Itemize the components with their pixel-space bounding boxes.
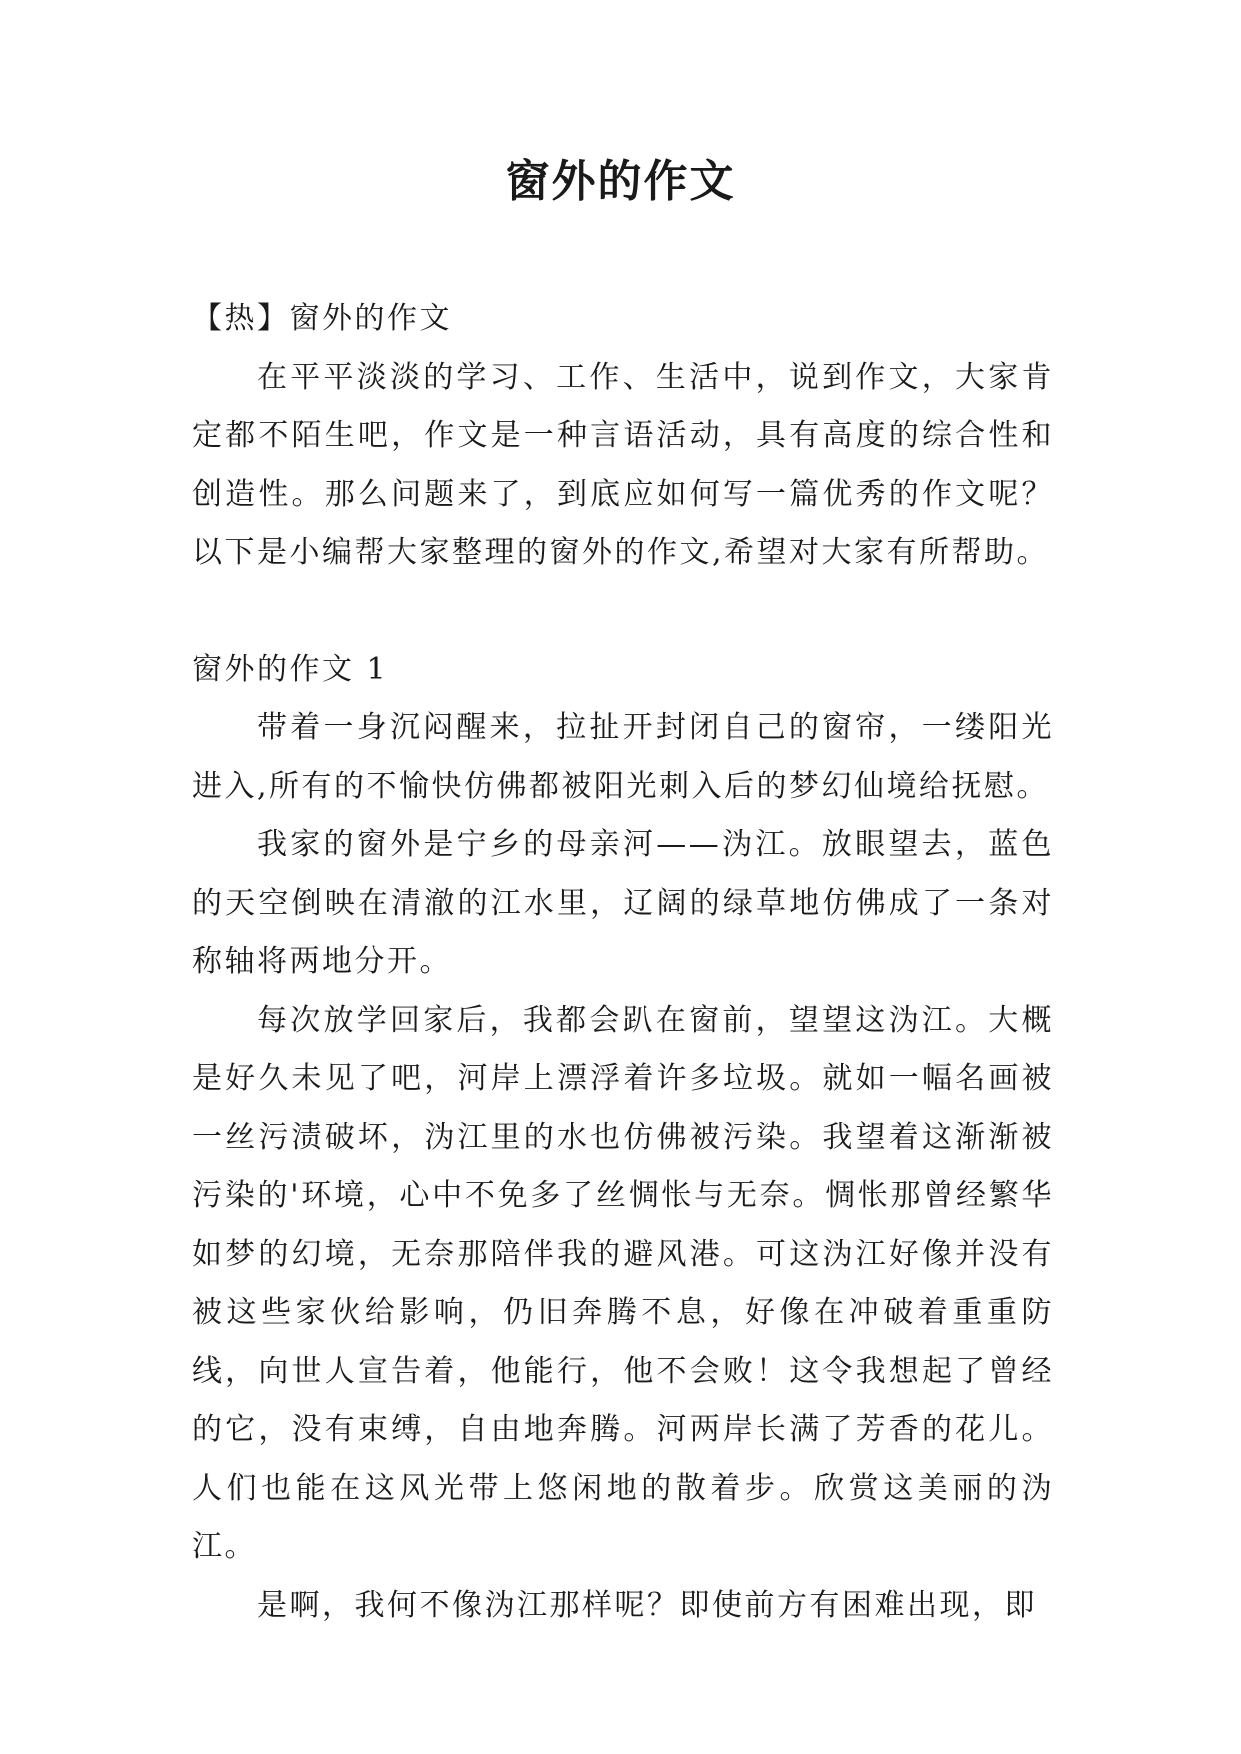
body-paragraph: 是啊，我何不像沩江那样呢？即使前方有困难出现，即 [257,1587,1037,1623]
document-subtitle: 【热】窗外的作文 [192,301,452,336]
body-paragraph: 每次放学回家后，我都会趴在窗前，望望这沩江。大概是好久未见了吧，河岸上漂浮着许多垃圾。就如一幅名画被一丝污渍破坏，沩江里的水也仿佛被污染。我望着这渐渐被污染的'环境，心中不免多了丝惆怅与无奈。惆怅那曾经繁华如梦的幻境，无奈那陪伴我的避风港。可这沩江好像并没有被这些家伙给影响，仍旧奔腾不息，好像在冲破着重重防线，向世人宣告着，他能行，他不会败！这令我想起了曾经的它，没有束缚，自由地奔腾。河两岸长满了芳香的花儿。人们也能在这风光带上悠闲地的散着步。欣赏这美丽的沩江。 [192,1002,1054,1564]
document-title: 窗外的作文 [505,156,736,207]
body-paragraph: 带着一身沉闷醒来，拉扯开封闭自己的窗帘，一缕阳光进入,所有的不愉快仿佛都被阳光刺入后的梦幻仙境给抚慰。 [192,710,1054,804]
intro-paragraph: 在平平淡淡的学习、工作、生活中，说到作文，大家肯定都不陌生吧，作文是一种言语活动，具有高度的综合性和创造性。那么问题来了，到底应如何写一篇优秀的作文呢？以下是小编帮大家整理的窗外的作文,希望对大家有所帮助。 [192,359,1054,570]
section-heading: 窗外的作文 1 [192,651,389,687]
body-paragraph: 我家的窗外是宁乡的母亲河——沩江。放眼望去，蓝色的天空倒映在清澈的江水里，辽阔的绿草地仿佛成了一条对称轴将两地分开。 [192,827,1054,979]
document-body [192,290,1054,1635]
